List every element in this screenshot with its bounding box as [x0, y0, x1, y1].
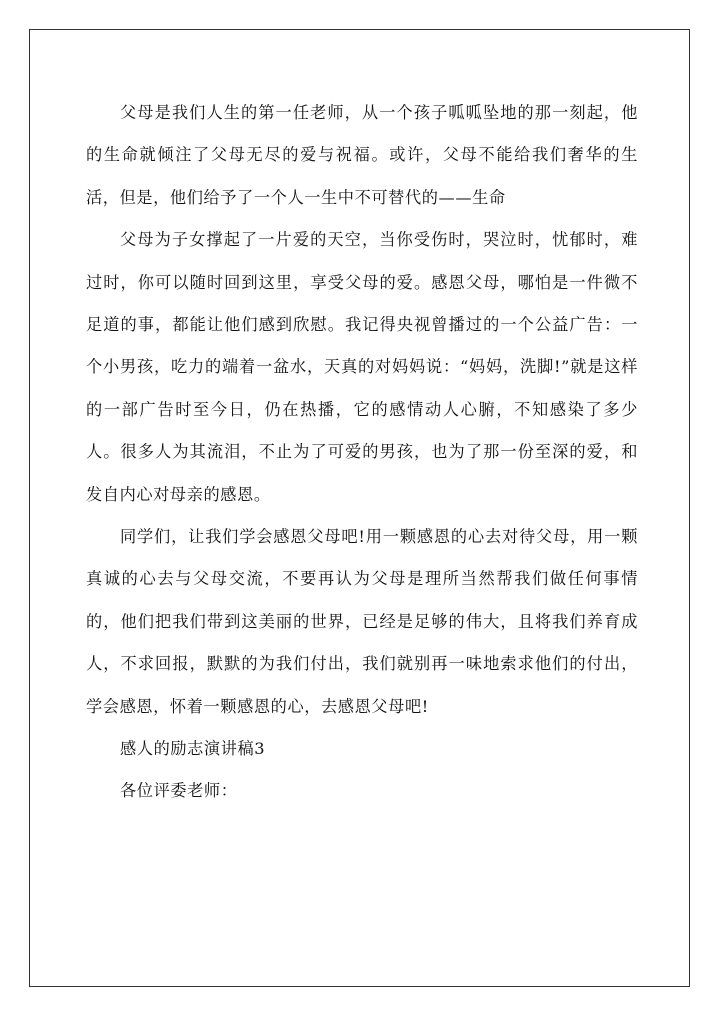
salutation: 各位评委老师： — [120, 781, 238, 801]
document-body — [86, 92, 638, 813]
paragraph-3: 同学们，让我们学会感恩父母吧!用一颗感恩的心去对待父母，用一颗真诚的心去与父母交流，不要再认为父母是理所当然帮我们做任何事情的，他们把我们带到这美丽的世界，已经是足够的伟大，且将我们养育成人，不求回报，默默的为我们付出，我们就别再一味地索求他们的付出，学会感恩，怀着一颗感恩的心，去感恩父母吧! — [86, 527, 638, 716]
section-title: 感人的励志演讲稿3 — [120, 739, 266, 759]
paragraph-1: 父母是我们人生的第一任老师，从一个孩子呱呱坠地的那一刻起，他的生命就倾注了父母无尽的爱与祝福。或许，父母不能给我们奢华的生活，但是，他们给予了一个人一生中不可替代的——生命 — [86, 103, 638, 207]
paragraph-2: 父母为子女撑起了一片爱的天空，当你受伤时，哭泣时，忧郁时，难过时，你可以随时回到这里，享受父母的爱。感恩父母，哪怕是一件微不足道的事，都能让他们感到欣慰。我记得央视曾播过的一个公益广告：一个小男孩，吃力的端着一盆水，天真的对妈妈说：“妈妈，洗脚!”就是这样的一部广告时至今日，仍在热播，它的感情动人心腑，不知感染了多少人。很多人为其流泪，不止为了可爱的男孩，也为了那一份至深的爱，和发自内心对母亲的感恩。 — [86, 230, 638, 504]
